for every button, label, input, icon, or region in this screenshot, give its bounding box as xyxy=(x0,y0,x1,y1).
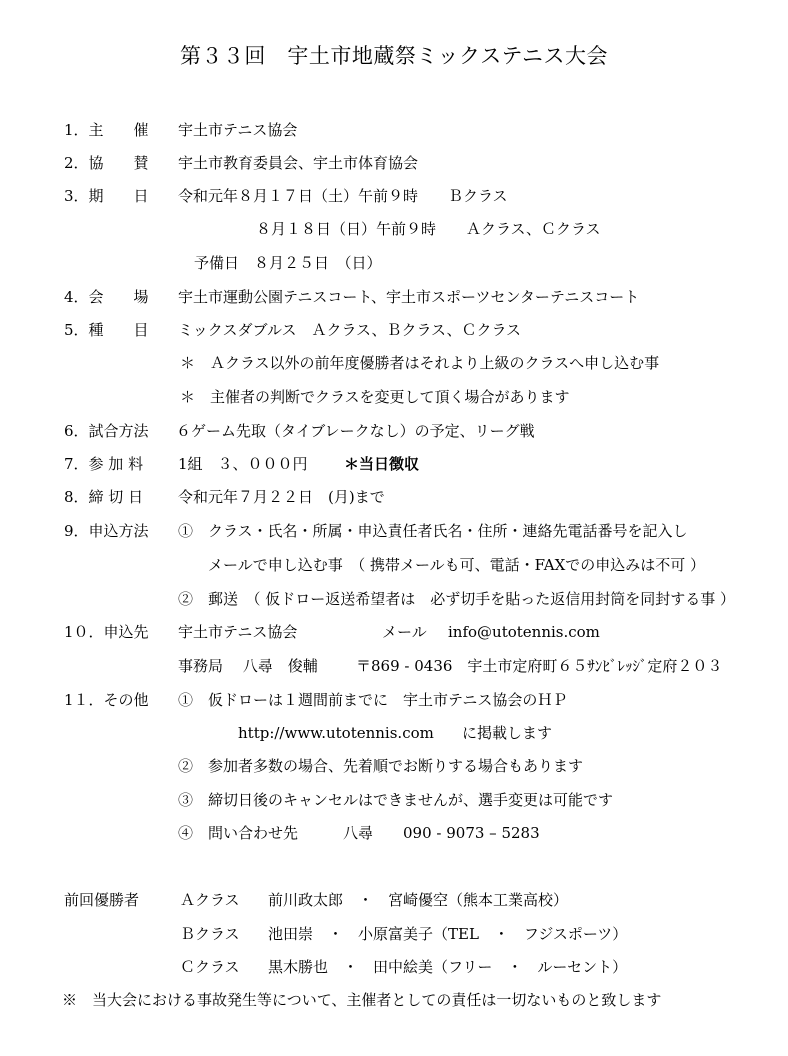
item-11-label: 1１．その他 xyxy=(64,691,149,709)
item-7-value: 1組 ３、０００円 xyxy=(178,455,308,473)
event-note-2: ＊ 主催者の判断でクラスを変更して頂く場合があります xyxy=(180,388,570,406)
item-3-label: 3．期 日 xyxy=(64,187,149,205)
other-line-4: ④ 問い合わせ先 八尋 090 - 9073 – 5283 xyxy=(178,824,540,842)
item-2-value: 宇土市教育委員会、宇土市体育協会 xyxy=(178,154,419,172)
winners-b-names: 池田崇 ・ 小原富美子（TEL ・ フジスポーツ） xyxy=(268,925,628,943)
item-4-value: 宇土市運動公園テニスコート、宇土市スポーツセンターテニスコート xyxy=(178,288,640,306)
item-6-label: 6．試合方法 xyxy=(64,422,149,440)
date-reserve: 予備日 ８月２５日 （日） xyxy=(194,254,382,272)
other-url-after: に掲載します xyxy=(462,724,553,742)
disclaimer: ※ 当大会における事故発生等について、主催者としての責任は一切ないものと致します xyxy=(62,991,662,1009)
other-line-2: ② 参加者多数の場合、先着順でお断りする場合もあります xyxy=(178,757,584,775)
event-note-1: ＊ Ａクラス以外の前年度優勝者はそれより上級のクラスへ申し込む事 xyxy=(180,354,660,372)
item-2-label: 2．協 賛 xyxy=(64,154,149,172)
item-5-value: ミックスダブルス Ａクラス、Ｂクラス、Ｃクラス xyxy=(178,321,522,339)
contact-address: 〒869 - 0436 宇土市定府町６５ｻﾝﾋﾞﾚｯｼﾞ定府２０３ xyxy=(356,657,723,675)
other-line-1: ① 仮ドローは１週間前までに 宇土市テニス協会のＨＰ xyxy=(178,691,568,709)
contact-office: 事務局 八尋 俊輔 xyxy=(178,657,318,675)
item-6-value: ６ゲーム先取（タイブレークなし）の予定、リーグ戦 xyxy=(176,422,535,440)
item-1-label: 1．主 催 xyxy=(64,121,149,139)
winners-c-class: Ｃクラス xyxy=(180,958,240,976)
item-8-label: 8．締 切 日 xyxy=(64,488,144,506)
item-10-label: 1０．申込先 xyxy=(64,623,149,641)
winners-label: 前回優勝者 xyxy=(64,891,140,909)
winners-c-names: 黒木勝也 ・ 田中絵美（フリー ・ ルーセント） xyxy=(268,958,628,976)
winners-a-class: Ａクラス xyxy=(180,891,240,909)
apply-line-1: ① クラス・氏名・所属・申込責任者氏名・住所・連絡先電話番号を記入し xyxy=(178,522,688,540)
date-line-2: ８月１８日（日）午前９時 Ａクラス、Ｃクラス xyxy=(256,220,601,238)
contact-org: 宇土市テニス協会 xyxy=(178,623,298,641)
apply-line-3: ② 郵送 （ 仮ドロー返送希望者は 必ず切手を貼った返信用封筒を同封する事 ） xyxy=(178,590,736,608)
item-4-label: 4．会 場 xyxy=(64,288,149,306)
contact-mail-label: メール xyxy=(382,623,427,641)
item-1-value: 宇土市テニス協会 xyxy=(178,121,298,139)
apply-line-2: メールで申し込む事 （ 携帯メールも可、電話・FAXでの申込みは不可 ） xyxy=(208,556,706,574)
page-title: 第３３回 宇土市地蔵祭ミックステニス大会 xyxy=(179,44,609,68)
contact-email-link[interactable]: info@utotennis.com xyxy=(448,623,600,641)
item-5-label: 5．種 目 xyxy=(64,321,149,339)
item-7-label: 7．参 加 料 xyxy=(64,455,144,473)
other-line-3: ③ 締切日後のキャンセルはできませんが、選手変更は可能です xyxy=(178,791,614,809)
date-line-1: 令和元年８月１７日（土）午前９時 Ｂクラス xyxy=(178,187,508,205)
item-8-value: 令和元年７月２２日 (月)まで xyxy=(178,488,385,506)
other-url-link[interactable]: http://www.utotennis.com xyxy=(238,724,434,742)
winners-a-names: 前川政太郎 ・ 宮崎優空（熊本工業高校） xyxy=(268,891,569,909)
item-9-label: 9．申込方法 xyxy=(64,522,149,540)
fee-note: ＊当日徴収 xyxy=(344,455,420,473)
winners-b-class: Ｂクラス xyxy=(180,925,240,943)
